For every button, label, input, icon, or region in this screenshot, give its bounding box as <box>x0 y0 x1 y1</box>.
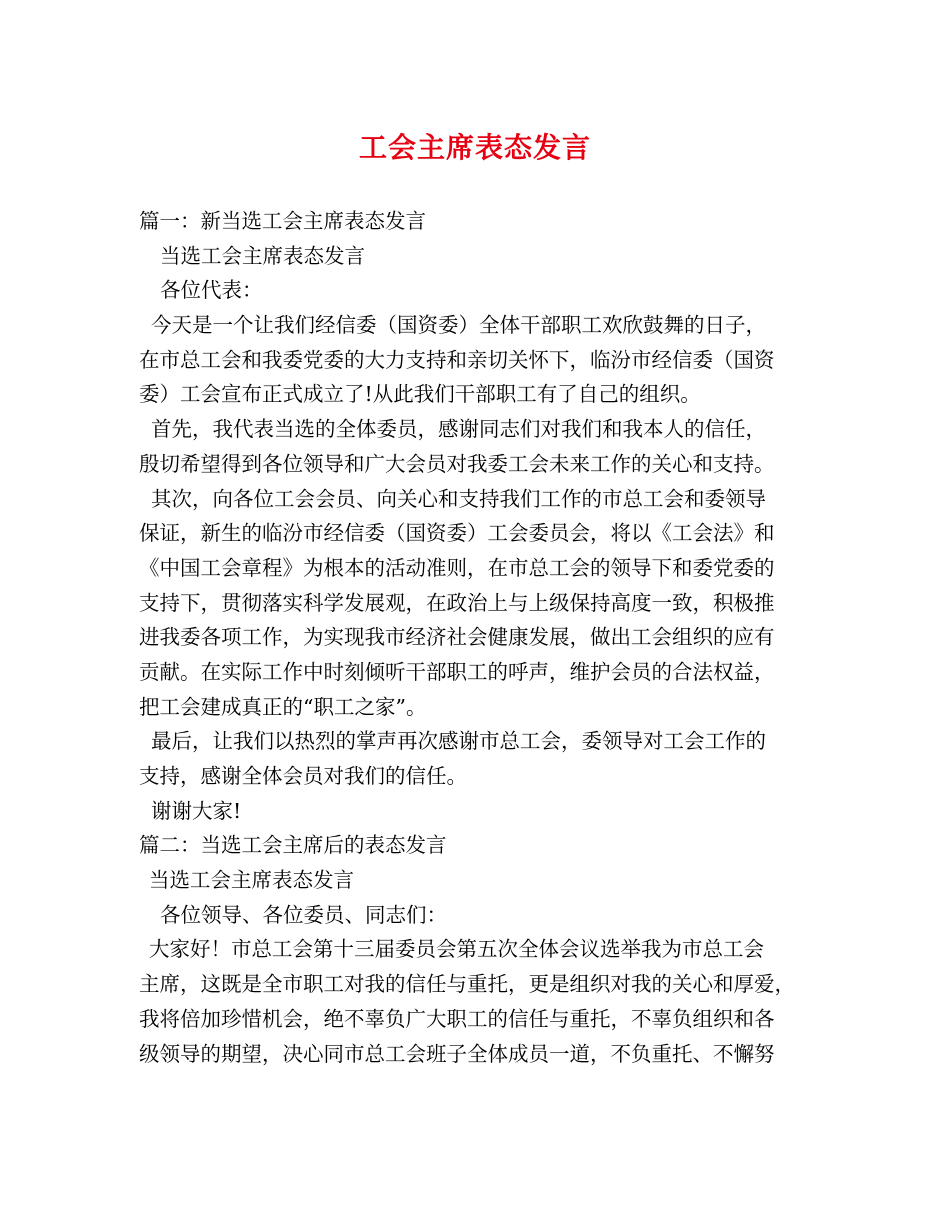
paragraph-line: 首先，我代表当选的全体委员，感谢同志们对我们和我本人的信任， <box>151 417 766 442</box>
paragraph-line: 保证，新生的临汾市经信委（国资委）工会委员会，将以《工会法》和 <box>139 521 775 546</box>
subtitle-line: 当选工会主席表态发言 <box>149 868 354 893</box>
document-title: 工会主席表态发言 <box>358 131 591 164</box>
paragraph-line: 最后，让我们以热烈的掌声再次感谢市总工会，委领导对工会工作的 <box>151 729 766 754</box>
paragraph-line: 其次，向各位工会会员、向关心和支持我们工作的市总工会和委领导 <box>151 486 766 511</box>
paragraph-line: 主席，这既是全市职工对我的信任与重托，更是组织对我的关心和厚爱， <box>139 972 795 997</box>
paragraph-line: 殷切希望得到各位领导和广大会员对我委工会未来工作的关心和支持。 <box>139 451 775 476</box>
paragraph-line: 谢谢大家! <box>151 798 242 823</box>
paragraph-line: 支持下，贯彻落实科学发展观，在政治上与上级保持高度一致，积极推 <box>139 590 775 615</box>
salutation-line: 各位领导、各位委员、同志们： <box>160 902 447 927</box>
salutation-line: 各位代表： <box>160 278 263 303</box>
paragraph-line: 《中国工会章程》为根本的活动准则，在市总工会的领导下和委党委的 <box>139 555 775 580</box>
subtitle-line: 当选工会主席表态发言 <box>160 243 365 268</box>
paragraph-line: 贡献。在实际工作中时刻倾听干部职工的呼声，维护会员的合法权益， <box>139 659 775 684</box>
paragraph-line: 今天是一个让我们经信委（国资委）全体干部职工欢欣鼓舞的日子， <box>151 313 766 338</box>
paragraph-line: 大家好！市总工会第十三届委员会第五次全体会议选举我为市总工会 <box>149 937 764 962</box>
paragraph-line: 级领导的期望，决心同市总工会班子全体成员一道，不负重托、不懈努 <box>139 1041 775 1066</box>
paragraph-line: 我将倍加珍惜机会，绝不辜负广大职工的信任与重托，不辜负组织和各 <box>139 1006 775 1031</box>
document-body <box>139 204 819 1071</box>
paragraph-line: 在市总工会和我委党委的大力支持和亲切关怀下，临汾市经信委（国资 <box>139 347 775 372</box>
section-heading: 篇二：当选工会主席后的表态发言 <box>139 833 447 858</box>
section-heading: 篇一：新当选工会主席表态发言 <box>139 209 426 233</box>
paragraph-line: 支持，感谢全体会员对我们的信任。 <box>139 764 467 788</box>
paragraph-line: 委）工会宣布正式成立了!从此我们干部职工有了自己的组织。 <box>139 382 701 407</box>
paragraph-line: 把工会建成真正的“职工之家”。 <box>139 694 427 719</box>
paragraph-line: 进我委各项工作，为实现我市经济社会健康发展，做出工会组织的应有 <box>139 625 775 650</box>
